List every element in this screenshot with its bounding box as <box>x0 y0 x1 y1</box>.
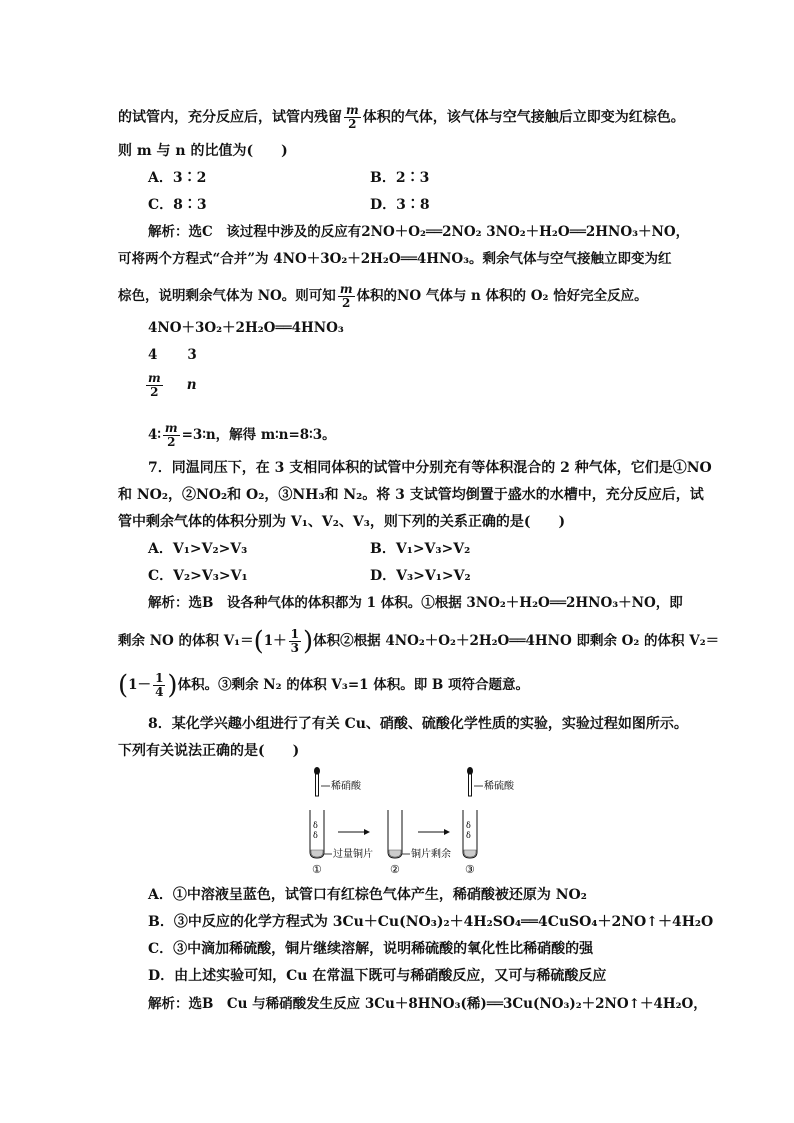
q7-option-a: A．V₁>V₂>V₃ <box>148 541 248 557</box>
q6-solution-line1: 解析：选C 该过程中涉及的反应有2NO＋O₂══2NO₂ 3NO₂＋H₂O══2HNO₃＋NO， <box>148 224 690 240</box>
q6-stem-line2: 则 m 与 n 的比值为( ) <box>118 143 288 159</box>
fraction-1-over-4: $\frac{1}{4}$ <box>155 671 164 699</box>
q6-ratio-row1: 4 3 <box>148 347 197 363</box>
q7-solution-line1: 解析：选B 设各种气体的体积都为 1 体积。①根据 3NO₂＋H₂O══2HNO₃＋NO，即 <box>148 595 683 611</box>
q7-option-b: B．V₁>V₃>V₂ <box>370 541 471 557</box>
q7-solution-line2: 剩余 NO 的体积 V₁＝(1＋ $\frac{1}{3}$ )体积②根据 4NO₂＋O₂＋2H₂O══4HNO 即剩余 O₂ 的体积 V₂＝ <box>118 626 720 657</box>
dropper-icon <box>467 767 473 796</box>
svg-text:δ: δ <box>313 821 318 830</box>
q6-stem-line1: 的试管内，充分反应后，试管内残留 $\frac{m}{2}$ 体积的气体，该气体与空气接触后立即变为红棕色。 <box>118 103 685 131</box>
q6-option-d: D．3∶8 <box>370 197 430 213</box>
q6-final-answer: 4∶ $\frac{m}{2}$ =3∶n，解得 m∶n=8∶3。 <box>148 421 336 449</box>
tube-label-1: ① <box>312 863 322 876</box>
q8-option-d: D．由上述实验可知，Cu 在常温下既可与稀硝酸反应，又可与稀硫酸反应 <box>148 968 607 984</box>
fraction-m-over-2: $\frac{m}{2}$ <box>339 282 353 310</box>
q8-stem-line1: 8．某化学兴趣小组进行了有关 Cu、硝酸、硫酸化学性质的实验，实验过程如图所示。 <box>148 716 688 732</box>
svg-text:δ: δ <box>466 821 471 830</box>
q8-solution-line1: 解析：选B Cu 与稀硝酸发生反应 3Cu＋8HNO₃(稀)══3Cu(NO₃)₂＋2NO↑＋4H₂O， <box>148 996 707 1012</box>
test-tube-3 <box>463 810 477 858</box>
q7-option-c: C．V₂>V₃>V₁ <box>148 568 248 584</box>
q7-option-d: D．V₃>V₁>V₂ <box>370 568 471 584</box>
svg-text:δ: δ <box>466 831 471 840</box>
fraction-m-over-2: $\frac{m}{2}$ <box>148 371 161 399</box>
q7-stem-line3: 管中剩余气体的体积分别为 V₁、V₂、V₃，则下列的关系正确的是( ) <box>118 514 566 530</box>
label-copper-remains: 铜片剩余 <box>411 849 451 860</box>
q6-ratio-row2: $\frac{m}{2}$ n <box>148 371 197 399</box>
q8-option-c: C．③中滴加稀硫酸，铜片继续溶解，说明稀硫酸的氧化性比稀硝酸的强 <box>148 941 594 957</box>
tube-label-2: ② <box>390 863 400 876</box>
svg-text:δ: δ <box>313 831 318 840</box>
fraction-m-over-2: $\frac{m}{2}$ <box>346 103 359 131</box>
label-excess-copper: 过量铜片 <box>333 849 373 860</box>
q7-solution-line3: (1－ $\frac{1}{4}$ )体积。③剩余 N₂ 的体积 V₃=1 体积。即 B 项符合题意。 <box>118 670 530 701</box>
fraction-1-over-3: $\frac{1}{3}$ <box>290 627 300 655</box>
label-dilute-sulfuric-acid: 稀硫酸 <box>484 781 514 792</box>
test-tube-2 <box>388 810 402 858</box>
q8-option-a: A．①中溶液呈蓝色，试管口有红棕色气体产生，稀硝酸被还原为 NO₂ <box>148 887 587 903</box>
q6-option-c: C．8∶3 <box>148 197 207 213</box>
q7-stem-line1: 7．同温同压下，在 3 支相同体积的试管中分别充有等体积混合的 2 种气体，它们是①NO <box>148 460 712 476</box>
q6-option-b: B．2∶3 <box>370 170 430 186</box>
q7-stem-line2: 和 NO₂，②NO₂和 O₂，③NH₃和 N₂。将 3 支试管均倒置于盛水的水槽中，充分反应后，试 <box>118 487 704 503</box>
fraction-m-over-2: $\frac{m}{2}$ <box>164 421 178 449</box>
q8-option-b: B．③中反应的化学方程式为 3Cu＋Cu(NO₃)₂＋4H₂SO₄══4CuSO₄＋2NO↑＋4H₂O <box>148 914 714 930</box>
q8-stem-line2: 下列有关说法正确的是( ) <box>118 743 300 759</box>
q6-solution-line3: 棕色，说明剩余气体为 NO。则可知 $\frac{m}{2}$ 体积的NO 气体与 n 体积的 O₂ 恰好完全反应。 <box>118 282 648 310</box>
q6-solution-line2: 可将两个方程式“合并”为 4NO＋3O₂＋2H₂O══4HNO₃。剩余气体与空气接触立即变为红 <box>118 251 672 267</box>
label-dilute-nitric-acid: 稀硝酸 <box>331 781 361 792</box>
q6-equation: 4NO＋3O₂＋2H₂O══4HNO₃ <box>148 320 344 336</box>
test-tube-1 <box>310 810 324 858</box>
tube-label-3: ③ <box>465 863 475 876</box>
experiment-figure <box>300 766 530 878</box>
dropper-icon <box>314 767 320 796</box>
q6-option-a: A．3∶2 <box>148 170 207 186</box>
